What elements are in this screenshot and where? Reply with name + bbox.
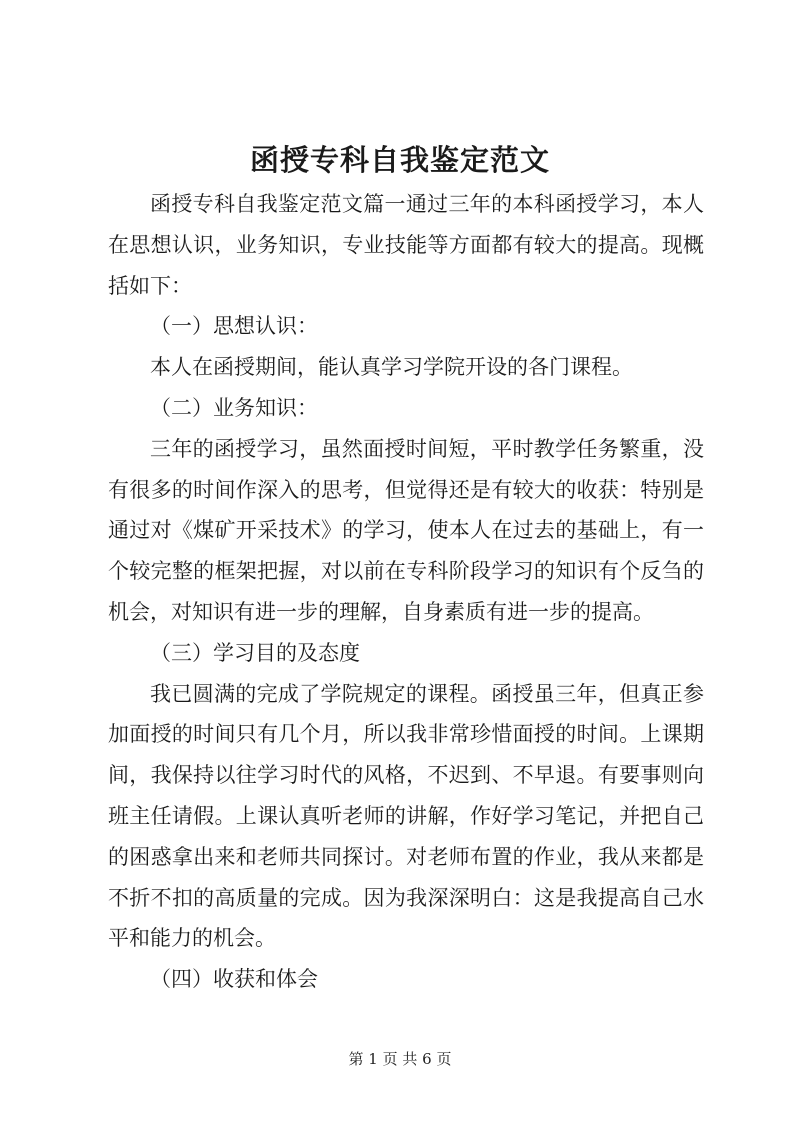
paragraph-1: 本人在函授期间，能认真学习学院开设的各门课程。 (150, 355, 633, 380)
section-heading-2: （二）业务知识： (150, 395, 318, 420)
page-footer (0, 1049, 800, 1069)
paragraph-intro: 函授专科自我鉴定范文篇一通过三年的本科函授学习，本人在思想认识，业务知识，专业技能等方面都有较大的提高。现概括如下： (108, 192, 704, 298)
section-heading-1: （一）思想认识： (150, 314, 318, 339)
paragraph-2: 三年的函授学习，虽然面授时间短，平时教学任务繁重，没有很多的时间作深入的思考，但觉得还是有较大的收获：特别是通过对《煤矿开采技术》的学习，使本人在过去的基础上，有一个较完整的框架把握，对以前在专科阶段学习的知识有个反刍的机会，对知识有进一步的理解，自身素质有进一步的提高。 (108, 436, 704, 624)
document-title: 函授专科自我鉴定范文 (249, 143, 550, 177)
section-heading-3: （三）学习目的及态度 (150, 640, 360, 665)
section-heading-4: （四）收获和体会 (150, 967, 318, 992)
page-number-label: 第 1 页 共 6 页 (348, 1050, 452, 1068)
document-body (108, 184, 704, 1000)
paragraph-3: 我已圆满的完成了学院规定的课程。函授虽三年，但真正参加面授的时间只有几个月，所以我非常珍惜面授的时间。上课期间，我保持以往学习时代的风格，不迟到、不早退。有要事则向班主任请假。上课认真听老师的讲解，作好学习笔记，并把自己的困惑拿出来和老师共同探讨。对老师布置的作业，我从来都是不折不扣的高质量的完成。因为我深深明白：这是我提高自己水平和能力的机会。 (108, 681, 704, 951)
